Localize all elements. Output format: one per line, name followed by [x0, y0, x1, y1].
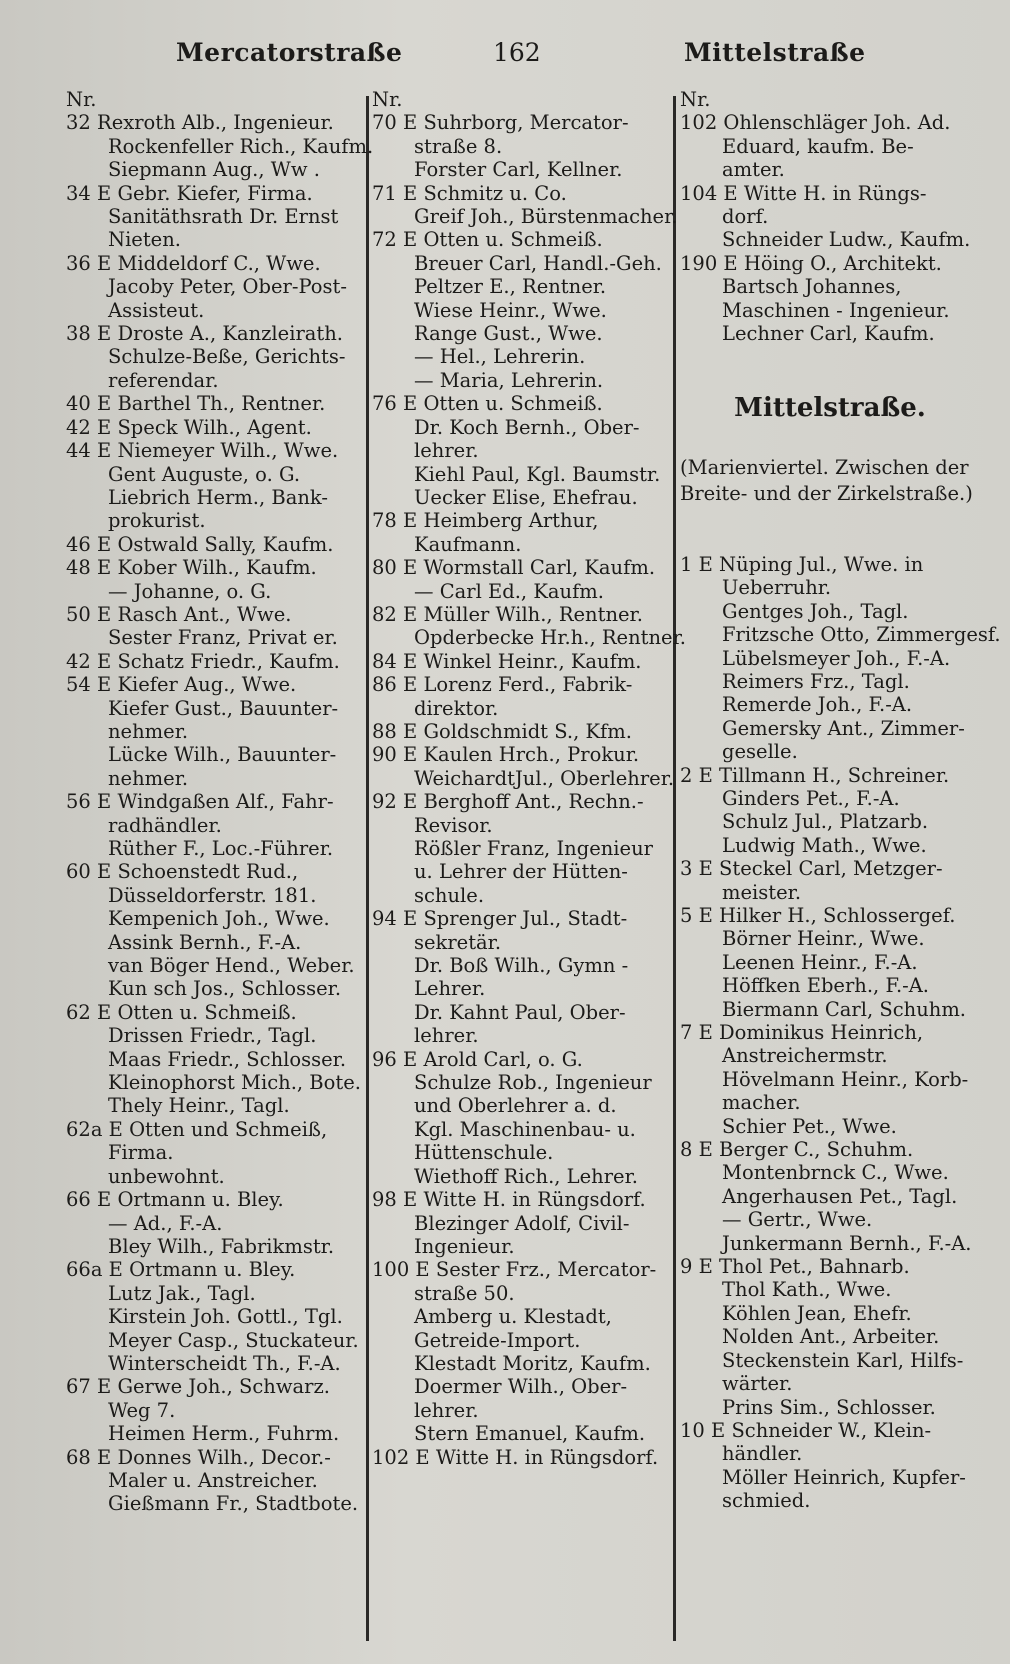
directory-line: 34 E Gebr. Kiefer, Firma. — [66, 181, 313, 205]
directory-line: Nr. — [680, 88, 711, 111]
column-3-bottom-entries — [680, 552, 1001, 1513]
directory-line: Nieten. — [108, 228, 181, 252]
directory-line: — Maria, Lehrerin. — [414, 368, 604, 392]
directory-line: 78 E Heimberg Arthur, — [372, 509, 599, 533]
directory-line: 84 E Winkel Heinr., Kaufm. — [372, 649, 642, 673]
directory-line: 76 E Otten u. Schmeiß. — [372, 392, 603, 416]
directory-line: Doermer Wilh., Ober- — [414, 1375, 628, 1399]
directory-line: Firma. — [108, 1141, 174, 1165]
directory-line: meister. — [722, 880, 802, 904]
directory-line: 92 E Berghoff Ant., Rechn.- — [372, 790, 644, 814]
directory-line: 9 E Thol Pet., Bahnarb. — [680, 1255, 910, 1279]
directory-line: Kiefer Gust., Bauunter- — [108, 696, 339, 720]
directory-line: 102 E Witte H. in Rüngsdorf. — [372, 1445, 659, 1469]
directory-line: Wiethoff Rich., Lehrer. — [414, 1164, 638, 1188]
section-title: Mittelstraße. — [734, 393, 926, 424]
directory-line: direktor. — [414, 696, 499, 720]
directory-line: 71 E Schmitz u. Co. — [372, 181, 567, 205]
directory-line: 48 E Kober Wilh., Kaufm. — [66, 556, 317, 580]
directory-line: Uecker Elise, Ehefrau. — [414, 485, 638, 509]
directory-line: lehrer. — [414, 1398, 479, 1422]
directory-line: Gießmann Fr., Stadtbote. — [108, 1492, 359, 1516]
directory-line: Maas Friedr., Schlosser. — [108, 1047, 347, 1071]
directory-line: Dr. Kahnt Paul, Ober- — [414, 1000, 626, 1024]
directory-line: schule. — [414, 883, 485, 907]
directory-line: Jacoby Peter, Ober-Post- — [108, 275, 347, 299]
directory-line: Ginders Pet., F.-A. — [722, 786, 900, 810]
directory-line: 42 E Schatz Friedr., Kaufm. — [66, 649, 340, 673]
directory-line: 10 E Schneider W., Klein- — [680, 1418, 932, 1442]
column-divider-2 — [673, 96, 676, 1641]
directory-line: 32 Rexroth Alb., Ingenieur. — [66, 111, 334, 135]
directory-line: Greif Joh., Bürstenmacher. — [414, 205, 678, 229]
directory-line: straße 8. — [414, 134, 503, 158]
directory-line: Assisteut. — [108, 298, 205, 322]
directory-line: sekretär. — [414, 930, 502, 954]
directory-line: Opderbecke Hr.h., Rentner. — [414, 626, 686, 650]
section-description — [680, 455, 980, 507]
directory-line: Biermann Carl, Schuhm. — [722, 997, 967, 1021]
directory-line: Steckenstein Karl, Hilfs- — [722, 1348, 964, 1372]
directory-line: — Gertr., Wwe. — [722, 1208, 873, 1232]
directory-line: 50 E Rasch Ant., Wwe. — [66, 602, 292, 626]
directory-line: Stern Emanuel, Kaufm. — [414, 1422, 646, 1446]
directory-line: van Böger Hend., Weber. — [108, 954, 355, 978]
page-number: 162 — [493, 38, 541, 67]
directory-line: Getreide-Import. — [414, 1328, 581, 1352]
directory-line: Ingenieur. — [414, 1234, 515, 1258]
directory-line: 44 E Niemeyer Wilh., Wwe. — [66, 439, 339, 463]
directory-line: Schulze-Beße, Gerichts- — [108, 345, 346, 369]
directory-line: Kleinophorst Mich., Bote. — [108, 1071, 361, 1095]
section-desc-line: Breite- und der Zirkelstraße.) — [680, 481, 973, 505]
directory-line: Prins Sim., Schlosser. — [722, 1395, 936, 1419]
directory-line: Dr. Koch Bernh., Ober- — [414, 415, 640, 439]
directory-line: Maschinen - Ingenieur. — [722, 298, 950, 322]
directory-line: Schulz Jul., Platzarb. — [722, 810, 929, 834]
directory-line: Nr. — [66, 88, 97, 111]
directory-line: dorf. — [722, 205, 769, 229]
directory-line: referendar. — [108, 368, 219, 392]
directory-line: Sanitäthsrath Dr. Ernst — [108, 205, 339, 229]
directory-line: 70 E Suhrborg, Mercator- — [372, 111, 629, 135]
directory-line: Thely Heinr., Tagl. — [108, 1094, 290, 1118]
directory-line: Köhlen Jean, Ehefr. — [722, 1301, 912, 1325]
directory-line: Dr. Boß Wilh., Gymn - — [414, 954, 629, 978]
directory-line: Liebrich Herm., Bank- — [108, 485, 328, 509]
directory-line: Junkermann Bernh., F.-A. — [722, 1231, 972, 1255]
directory-line: Montenbrnck C., Wwe. — [722, 1161, 949, 1185]
directory-line: unbewohnt. — [108, 1164, 225, 1188]
directory-line: Winterscheidt Th., F.-A. — [108, 1351, 341, 1375]
directory-line: 38 E Droste A., Kanzleirath. — [66, 322, 343, 346]
directory-line: Peltzer E., Rentner. — [414, 275, 607, 299]
running-head-left: Mercatorstraße — [176, 38, 403, 67]
directory-line: Remerde Joh., F.-A. — [722, 693, 913, 717]
directory-line: Kun sch Jos., Schlosser. — [108, 977, 342, 1001]
directory-line: u. Lehrer der Hütten- — [414, 860, 628, 884]
directory-line: Anstreichermstr. — [722, 1044, 888, 1068]
directory-line: amter. — [722, 158, 785, 182]
directory-line: Höffken Eberh., F.-A. — [722, 974, 930, 998]
directory-line: wärter. — [722, 1372, 793, 1396]
directory-line: Reimers Frz., Tagl. — [722, 669, 910, 693]
column-2 — [372, 88, 686, 1469]
directory-line: Rüther F., Loc.-Führer. — [108, 837, 334, 860]
directory-line: 1 E Nüping Jul., Wwe. in — [680, 552, 924, 576]
directory-line: Range Gust., Wwe. — [414, 322, 603, 346]
directory-line: 62a E Otten und Schmeiß, — [66, 1117, 328, 1141]
directory-line: Lehrer. — [414, 977, 486, 1001]
directory-line: 104 E Witte H. in Rüngs- — [680, 181, 927, 205]
directory-line: Düsseldorferstr. 181. — [108, 883, 317, 907]
directory-line: Gemersky Ant., Zimmer- — [722, 716, 965, 740]
directory-line: Sester Franz, Privat er. — [108, 626, 338, 650]
directory-line: Lücke Wilh., Bauunter- — [108, 743, 337, 767]
directory-line: Siepmann Aug., Ww . — [108, 158, 320, 182]
directory-line: Angerhausen Pet., Tagl. — [722, 1184, 958, 1208]
directory-line: 72 E Otten u. Schmeiß. — [372, 228, 603, 252]
directory-line: Schulze Rob., Ingenieur — [414, 1071, 652, 1095]
directory-line: Heimen Herm., Fuhrm. — [108, 1422, 340, 1446]
directory-line: Wiese Heinr., Wwe. — [414, 298, 607, 322]
directory-line: Hüttenschule. — [414, 1141, 554, 1165]
directory-line: Rockenfeller Rich., Kaufm. — [108, 134, 374, 158]
directory-line: 66 E Ortmann u. Bley. — [66, 1188, 284, 1212]
directory-line: Breuer Carl, Handl.-Geh. — [414, 251, 662, 275]
directory-line: — Ad., F.-A. — [108, 1211, 223, 1235]
directory-line: Rößler Franz, Ingenieur — [414, 837, 653, 860]
directory-line: Kgl. Maschinenbau- u. — [414, 1117, 636, 1141]
directory-line: 190 E Höing O., Architekt. — [680, 251, 942, 275]
directory-line: Ludwig Math., Wwe. — [722, 833, 927, 857]
column-3 — [680, 88, 1001, 1513]
directory-line: Thol Kath., Wwe. — [722, 1278, 892, 1302]
column-divider-1 — [366, 96, 369, 1641]
directory-line: 2 E Tillmann H., Schreiner. — [680, 763, 950, 787]
directory-line: 68 E Donnes Wilh., Decor.- — [66, 1445, 331, 1469]
directory-line: — Carl Ed., Kaufm. — [414, 579, 604, 603]
directory-line: schmied. — [722, 1489, 811, 1513]
directory-line: 3 E Steckel Carl, Metzger- — [680, 857, 943, 881]
directory-line: lehrer. — [414, 439, 479, 463]
directory-line: nehmer. — [108, 719, 189, 743]
directory-line: Blezinger Adolf, Civil- — [414, 1211, 630, 1235]
directory-line: 86 E Lorenz Ferd., Fabrik- — [372, 673, 633, 697]
directory-line: 80 E Wormstall Carl, Kaufm. — [372, 556, 656, 580]
directory-line: straße 50. — [414, 1281, 515, 1305]
directory-line: 90 E Kaulen Hrch., Prokur. — [372, 743, 640, 767]
directory-line: Maler u. Anstreicher. — [108, 1468, 318, 1492]
directory-line: 94 E Sprenger Jul., Stadt- — [372, 907, 628, 931]
directory-line: nehmer. — [108, 766, 189, 790]
directory-line: Börner Heinr., Wwe. — [722, 927, 925, 951]
directory-line: Kempenich Joh., Wwe. — [108, 907, 330, 931]
directory-line: händler. — [722, 1442, 803, 1466]
directory-line: Bley Wilh., Fabrikmstr. — [108, 1234, 335, 1258]
directory-line: lehrer. — [414, 1024, 479, 1048]
directory-line: Fritzsche Otto, Zimmergesf. — [722, 623, 1001, 647]
directory-line: 66a E Ortmann u. Bley. — [66, 1258, 296, 1282]
directory-line: Kaufmann. — [414, 532, 522, 556]
directory-line: 62 E Otten u. Schmeiß. — [66, 1000, 297, 1024]
directory-line: 5 E Hilker H., Schlossergef. — [680, 903, 956, 927]
directory-line: Meyer Casp., Stuckateur. — [108, 1328, 359, 1352]
directory-line: Assink Bernh., F.-A. — [108, 930, 302, 954]
directory-line: Kirstein Joh. Gottl., Tgl. — [108, 1305, 343, 1329]
directory-line: Schneider Ludw., Kaufm. — [722, 228, 971, 252]
directory-line: 40 E Barthel Th., Rentner. — [66, 392, 326, 416]
directory-line: Drissen Friedr., Tagl. — [108, 1024, 317, 1048]
directory-line: und Oberlehrer a. d. — [414, 1094, 617, 1118]
directory-line: Revisor. — [414, 813, 493, 837]
column-1 — [66, 88, 374, 1516]
directory-line: Nolden Ant., Arbeiter. — [722, 1325, 940, 1349]
directory-line: Möller Heinrich, Kupfer- — [722, 1465, 966, 1489]
directory-line: 60 E Schoenstedt Rud., — [66, 860, 299, 884]
directory-line: Schier Pet., Wwe. — [722, 1114, 897, 1138]
directory-line: prokurist. — [108, 509, 206, 533]
directory-line: Eduard, kaufm. Be- — [722, 134, 914, 158]
page-header — [0, 38, 1010, 78]
directory-line: 82 E Müller Wilh., Rentner. — [372, 602, 643, 626]
directory-line: 56 E Windgaßen Alf., Fahr- — [66, 790, 334, 814]
directory-line: 36 E Middeldorf C., Wwe. — [66, 251, 321, 275]
directory-line: 67 E Gerwe Joh., Schwarz. — [66, 1375, 330, 1399]
directory-line: 42 E Speck Wilh., Agent. — [66, 415, 312, 439]
section-desc-line: (Marienviertel. Zwischen der — [680, 455, 969, 479]
directory-line: Nr. — [372, 88, 403, 111]
directory-line: 7 E Dominikus Heinrich, — [680, 1021, 924, 1044]
directory-line: 54 E Kiefer Aug., Wwe. — [66, 673, 297, 697]
directory-line: 100 E Sester Frz., Mercator- — [372, 1258, 657, 1282]
directory-line: Leenen Heinr., F.-A. — [722, 950, 918, 974]
column-3-top-entries — [680, 88, 980, 345]
directory-line: Lechner Carl, Kaufm. — [722, 322, 935, 346]
directory-line: 98 E Witte H. in Rüngsdorf. — [372, 1188, 646, 1212]
directory-line: Kiehl Paul, Kgl. Baumstr. — [414, 462, 661, 486]
directory-line: Klestadt Moritz, Kaufm. — [414, 1351, 651, 1375]
directory-line: 88 E Goldschmidt S., Kfm. — [372, 719, 632, 743]
directory-line: macher. — [722, 1091, 801, 1115]
directory-line: Lutz Jak., Tagl. — [108, 1281, 256, 1305]
directory-line: Ueberruhr. — [722, 576, 832, 600]
running-head-right: Mittelstraße — [684, 38, 866, 67]
directory-line: geselle. — [722, 740, 798, 764]
directory-line: Weg 7. — [108, 1398, 176, 1422]
directory-line: WeichardtJul., Oberlehrer. — [414, 766, 675, 790]
directory-line: — Johanne, o. G. — [108, 579, 272, 603]
directory-line: Lübelsmeyer Joh., F.-A. — [722, 646, 951, 670]
directory-line: 96 E Arold Carl, o. G. — [372, 1047, 583, 1071]
directory-line: Forster Carl, Kellner. — [414, 158, 623, 182]
directory-line: 8 E Berger C., Schuhm. — [680, 1138, 914, 1162]
directory-line: radhändler. — [108, 813, 222, 837]
directory-line: 46 E Ostwald Sally, Kaufm. — [66, 532, 334, 556]
directory-line: Bartsch Johannes, — [722, 275, 902, 299]
directory-line: 102 Ohlenschläger Joh. Ad. — [680, 111, 951, 135]
directory-line: Amberg u. Klestadt, — [414, 1305, 612, 1329]
directory-line: Gentges Joh., Tagl. — [722, 599, 909, 623]
directory-line: Gent Auguste, o. G. — [108, 462, 301, 486]
directory-line: — Hel., Lehrerin. — [414, 345, 586, 369]
directory-line: Hövelmann Heinr., Korb- — [722, 1067, 969, 1091]
